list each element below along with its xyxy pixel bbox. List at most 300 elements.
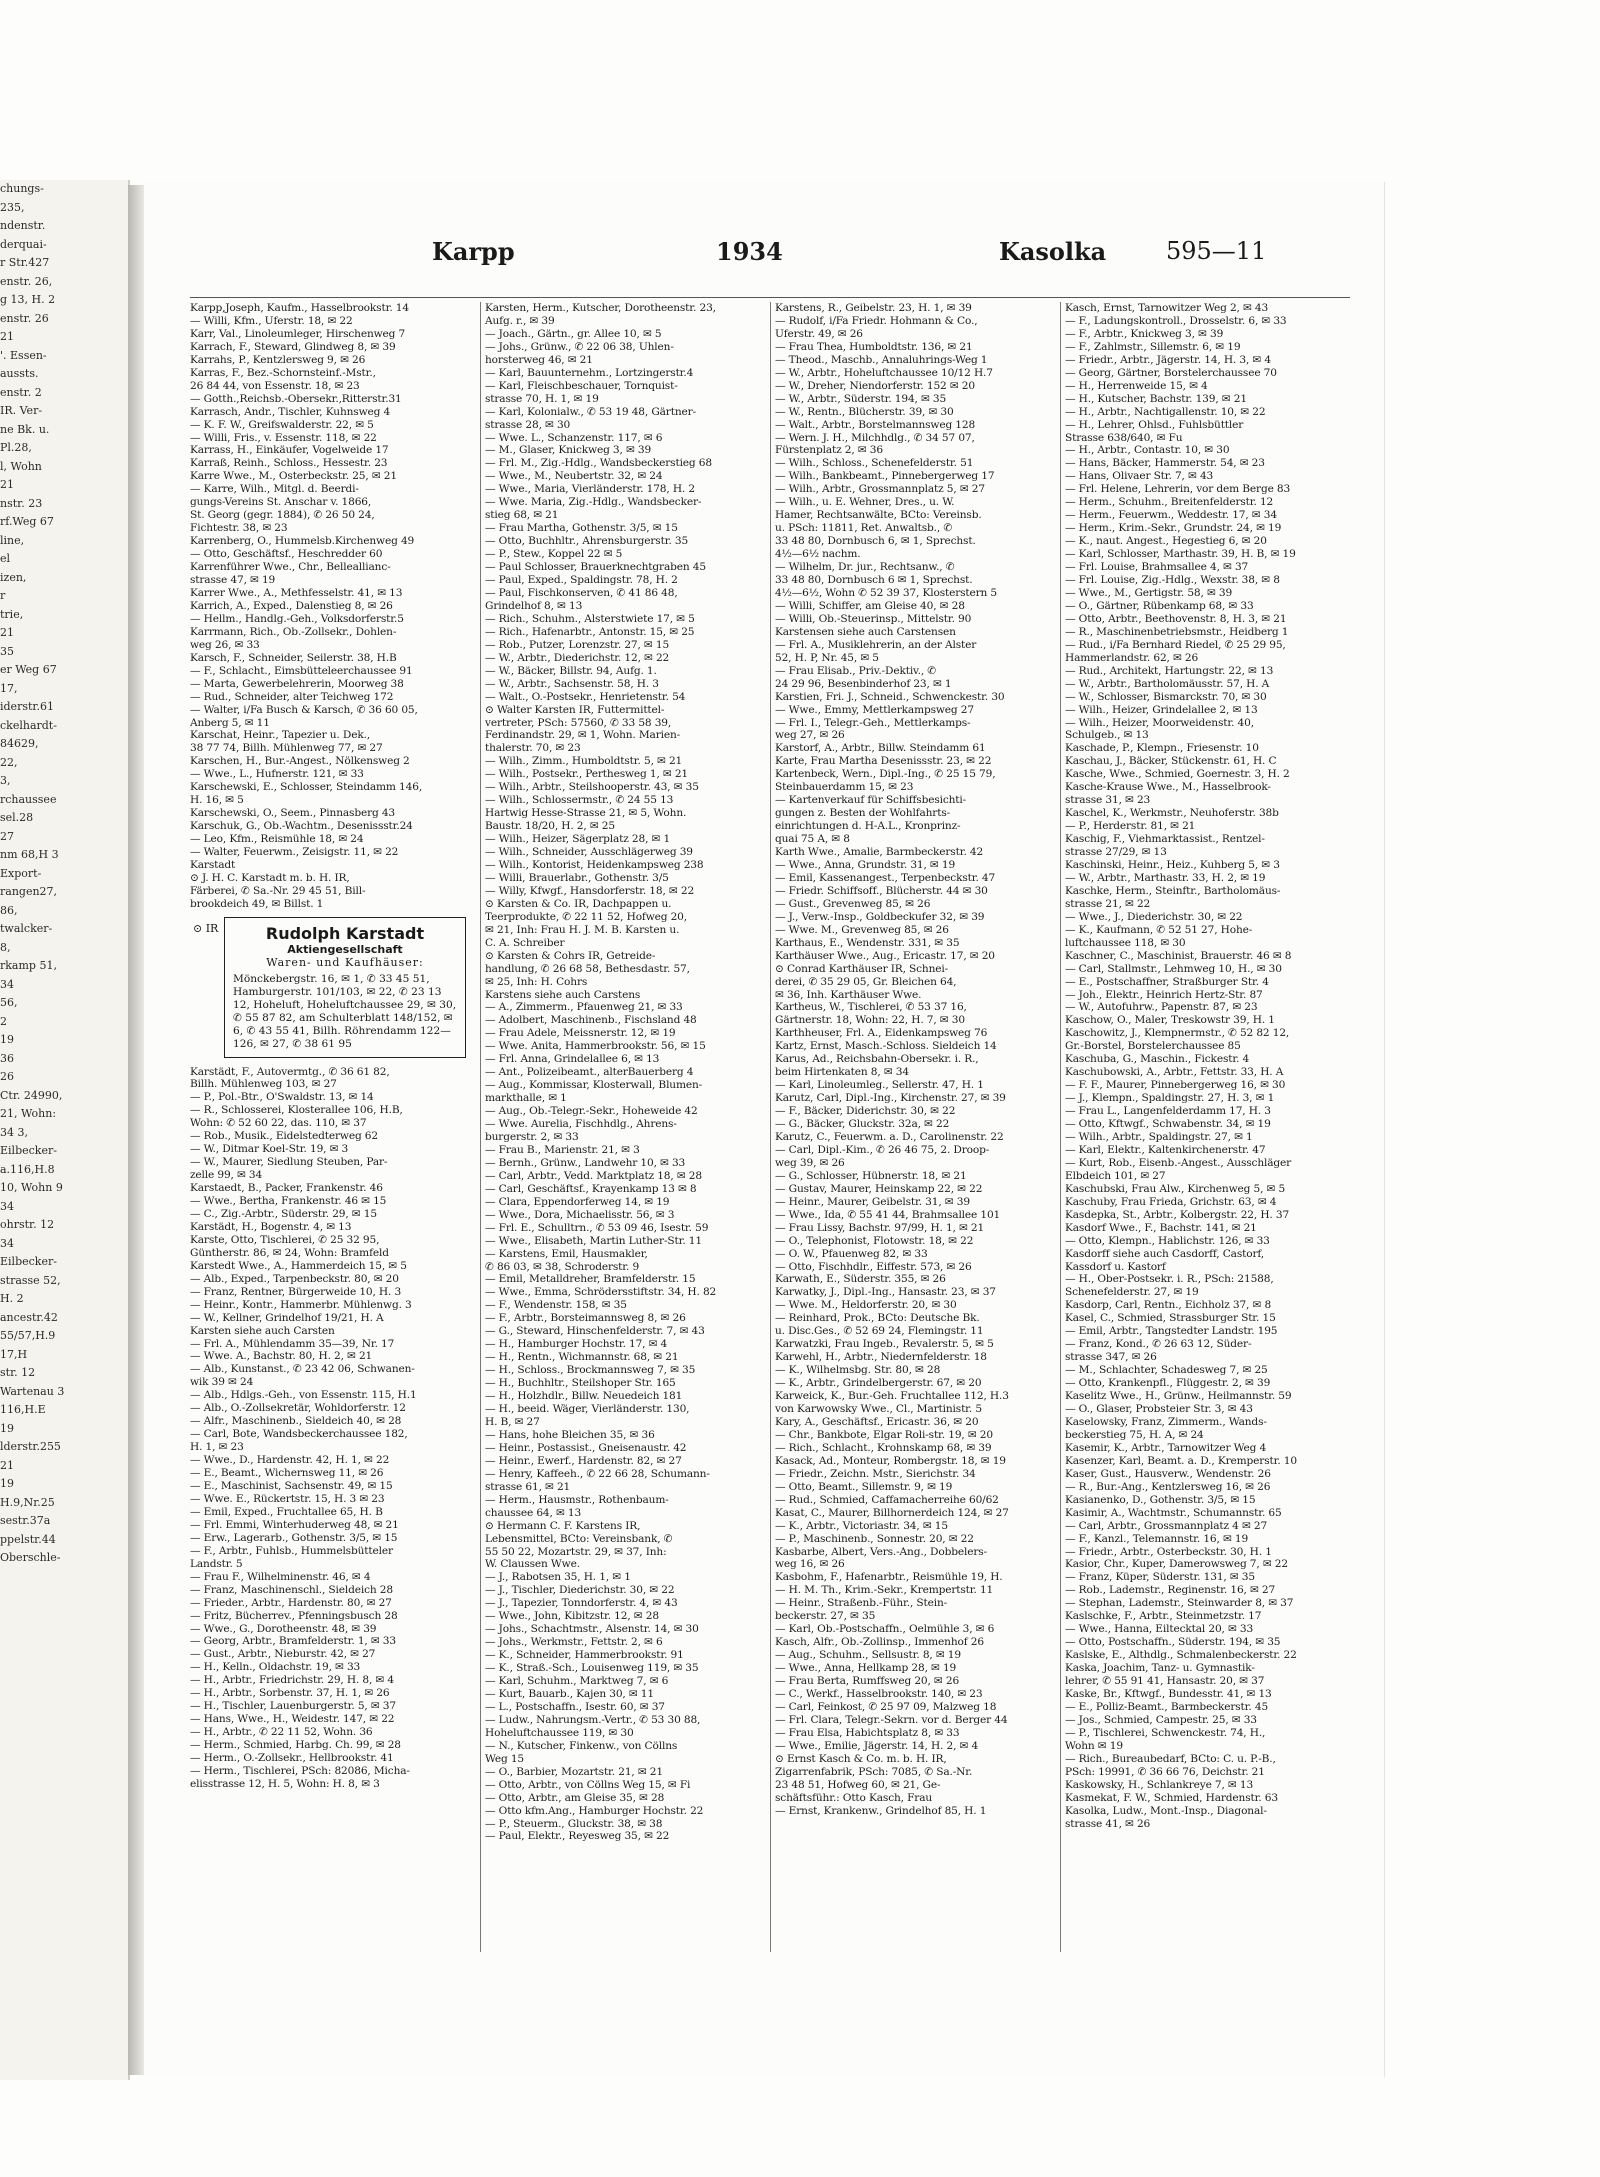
previous-page-fragment: 21, Wohn: [0, 1107, 57, 1120]
directory-entry: — Frl. A., Musiklehrerin, an der Alster [775, 638, 977, 651]
directory-entry: — Wwe. Maria, Zig.-Hdlg., Wandsbecker- [485, 496, 702, 509]
directory-entry: — Reinhard, Prok., BCto: Deutsche Bk. [775, 1312, 980, 1325]
directory-entry: — Paul, Exped., Spaldingstr. 78, H. 2 [485, 574, 678, 587]
directory-entry: — H., Herrenweide 15, ✉ 4 [1065, 379, 1208, 392]
previous-page-fragment: sestr.37a [0, 1514, 51, 1527]
directory-entry: — Wwe. Anita, Hammerbrookstr. 56, ✉ 15 [485, 1040, 706, 1053]
directory-entry: H. B, ✉ 27 [485, 1415, 540, 1428]
directory-entry: Karste, Otto, Tischlerei, ✆ 25 32 95, [190, 1233, 380, 1246]
directory-entry: Gärtnerstr. 18, Wohn: 22, H. 7, ✉ 30 [775, 1014, 965, 1027]
directory-entry: — Wwe., John, Kibitzstr. 12, ✉ 28 [485, 1610, 659, 1623]
previous-page-fragment: Pl.28, [0, 441, 32, 454]
directory-entry: ⊙ Walter Karsten IR, Futtermittel- [485, 703, 665, 716]
directory-entry: — H., Tischler, Lauenburgerstr. 5, ✉ 37 [190, 1700, 396, 1713]
previous-page-fragment: 19 [0, 1421, 14, 1435]
previous-page-fragment: 35 [0, 644, 14, 658]
directory-entry: — Franz, Kond., ✆ 26 63 12, Süder- [1065, 1338, 1252, 1351]
directory-entry: — Carl, Stallmstr., Lehmweg 10, H., ✉ 30 [1065, 962, 1282, 975]
book-gutter [128, 185, 144, 2075]
directory-entry: — Aug., Kommissar, Klosterwall, Blumen- [485, 1079, 703, 1092]
directory-entry: Färberei, ✆ Sa.-Nr. 29 45 51, Bill- [190, 884, 366, 897]
directory-entry: Karschuk, G., Ob.-Wachtm., Desenissstr.24 [190, 820, 413, 833]
directory-entry: strasse 70, H. 1, ✉ 19 [485, 392, 599, 405]
directory-entry: Karschen, H., Bur.-Angest., Nölkensweg 2 [190, 755, 410, 768]
directory-entry: Karras, F., Bez.-Schornsteinf.-Mstr., [190, 366, 376, 379]
directory-entry: — Karstens, Emil, Hausmakler, [485, 1247, 648, 1260]
previous-page-fragments [0, 180, 128, 1568]
directory-entry: ✉ 36, Inh. Karthäuser Wwe. [775, 988, 922, 1001]
directory-entry: strasse 61, ✉ 21 [485, 1480, 571, 1493]
directory-entry: — F., Arbtr., Borsteimannsweg 8, ✉ 26 [485, 1312, 686, 1325]
directory-entry: — Wwe., J., Diederichstr. 30, ✉ 22 [1065, 910, 1243, 923]
directory-columns [190, 297, 1350, 1958]
column-3 [770, 302, 1059, 1952]
directory-entry: Wohn ✉ 19 [1065, 1739, 1123, 1752]
directory-entry: — Wilh., Schloss., Schenefelderstr. 51 [775, 457, 974, 470]
directory-entry: — Willi, Fris., v. Essenstr. 118, ✉ 22 [190, 431, 377, 444]
directory-entry: elisstrasse 12, H. 5, Wohn: H. 8, ✉ 3 [190, 1777, 380, 1790]
directory-entry: — W., Dreher, Niendorferstr. 152 ✉ 20 [775, 379, 975, 392]
directory-entry: Karstien, Fri. J., Schneid., Schwenckestr. 30 [775, 690, 1005, 703]
previous-page-fragment: rchaussee [0, 792, 57, 806]
directory-entry: lehrer, ✆ 55 91 41, Hansastr. 20, ✉ 37 [1065, 1675, 1265, 1688]
directory-entry: Kaselowsky, Franz, Zimmerm., Wands- [1065, 1415, 1267, 1428]
directory-entry: wik 39 ✉ 24 [190, 1376, 254, 1389]
directory-entry: — Frl. M., Zig.-Hdlg., Wandsbeckerstieg 68 [485, 457, 712, 470]
previous-page-fragment: strasse 52, [0, 1273, 61, 1287]
directory-entry: 26 84 44, von Essenstr. 18, ✉ 23 [190, 379, 360, 392]
previous-page-fragment: Eilbecker- [0, 1255, 57, 1268]
previous-page-fragment: r Str.427 [0, 256, 50, 269]
directory-entry: — O., Gärtner, Rübenkamp 68, ✉ 33 [1065, 599, 1254, 612]
directory-entry: — Friedr., Arbtr., Osterbeckstr. 30, H. 1 [1065, 1545, 1272, 1558]
directory-entry: Lebensmittel, BCto: Vereinsbank, ✆ [485, 1532, 673, 1545]
directory-entry: 23 48 51, Hofweg 60, ✉ 21, Ge- [775, 1778, 941, 1791]
directory-entry: — K., Straß.-Sch., Louisenweg 119, ✉ 35 [485, 1662, 699, 1675]
directory-entry: — Frl. E., Schulltrn., ✆ 53 09 46, Isestr. 59 [485, 1221, 709, 1234]
previous-page-fragment: Export- [0, 866, 42, 880]
directory-entry: Kassdorf u. Kastorf [1065, 1260, 1166, 1273]
directory-entry: — Karl, Kolonialw., ✆ 53 19 48, Gärtner- [485, 405, 696, 418]
directory-entry: Karschewski, O., Seem., Pinnasberg 43 [190, 807, 396, 820]
directory-entry: 4½—6½, Wohn ✆ 52 39 37, Klosterstern 5 [775, 586, 998, 599]
previous-page-fragment: 17, [0, 681, 18, 695]
previous-page-fragment: chungs- [0, 182, 44, 195]
directory-entry: — Herm., Schmied, Harbg. Ch. 99, ✉ 28 [190, 1739, 401, 1752]
directory-entry: Karweick, K., Bur.-Geh. Fruchtallee 112, H.3 [775, 1390, 1009, 1403]
directory-entry: — Walter, i/Fa Busch & Karsch, ✆ 36 60 05, [190, 703, 418, 716]
directory-entry: — K., Arbtr., Grindelbergerstr. 67, ✉ 20 [775, 1377, 982, 1390]
directory-entry: Wohn: ✆ 52 60 22, das. 110, ✉ 37 [190, 1117, 367, 1130]
directory-entry: — Wwe., Anna, Grundstr. 31, ✉ 19 [775, 858, 956, 871]
directory-entry: Kasdorf Wwe., F., Bachstr. 141, ✉ 21 [1065, 1221, 1257, 1234]
directory-entry: — Paul, Elektr., Reyesweg 35, ✉ 22 [485, 1830, 670, 1843]
directory-entry: — Wwe. L., Schanzenstr. 117, ✉ 6 [485, 431, 663, 444]
directory-entry: — Wwe., Maria, Vierländerstr. 178, H. 2 [485, 483, 695, 496]
directory-entry: Kasolka, Ludw., Mont.-Insp., Diagonal- [1065, 1804, 1267, 1817]
directory-entry: — W., Arbtr., Sachsenstr. 58, H. 3 [485, 677, 659, 690]
directory-entry: Karr, Val., Linoleumleger, Hirschenweg 7 [190, 327, 406, 340]
directory-entry: Kaschade, P., Klempn., Friesenstr. 10 [1065, 742, 1259, 755]
directory-entry: — Frau L., Langenfelderdamm 17, H. 3 [1065, 1105, 1271, 1118]
directory-entry: — F., Ladungskontroll., Drosselstr. 6, ✉ 33 [1065, 314, 1287, 327]
directory-entry: — Frau Elsa, Habichtsplatz 8, ✉ 33 [775, 1726, 960, 1739]
directory-entry: Karth Wwe., Amalie, Barmbeckerstr. 42 [775, 846, 984, 859]
directory-entry: — Rob., Lademstr., Reginenstr. 16, ✉ 27 [1065, 1584, 1276, 1597]
directory-entry: — Karl, Elektr., Kaltenkirchenerstr. 47 [1065, 1143, 1266, 1156]
directory-entry: Karstädt, H., Bogenstr. 4, ✉ 13 [190, 1220, 352, 1233]
directory-entry: strasse 28, ✉ 30 [485, 418, 571, 431]
directory-entry: — Hellm., Handlg.-Geh., Volksdorferstr.5 [190, 612, 404, 625]
directory-entry: — Georg, Gärtner, Borstelerchaussee 70 [1065, 366, 1277, 379]
directory-entry: — Clara, Eppendorferweg 14, ✉ 19 [485, 1195, 670, 1208]
directory-entry: Karthheuser, Frl. A., Eidenkampsweg 76 [775, 1027, 988, 1040]
ad-tagline: Waren- und Kaufhäuser: [266, 955, 424, 969]
directory-entry: Kaska, Joachim, Tanz- u. Gymnastik- [1065, 1662, 1255, 1675]
previous-page-fragment: H. 2 [0, 1292, 24, 1305]
directory-entry: Kasat, C., Maurer, Billhornerdeich 124, ✉ 27 [775, 1506, 1009, 1519]
ad-heading: Rudolph Karstadt [265, 923, 425, 943]
column-1 [190, 302, 474, 1952]
directory-entry: — G., Steward, Hinschenfelderstr. 7, ✉ 43 [485, 1325, 705, 1338]
directory-entry: — Hans, Wwe., H., Weidestr. 147, ✉ 22 [190, 1713, 395, 1726]
directory-entry: Hammerlandstr. 62, ✉ 26 [1065, 651, 1199, 664]
directory-entry: — Wwe., Elisabeth, Martin Luther-Str. 11 [485, 1234, 702, 1247]
directory-entry: Karpp,Joseph, Kaufm., Hasselbrookstr. 14 [190, 302, 409, 314]
directory-entry: — P., Maschinenb., Sonnestr. 20, ✉ 22 [775, 1532, 974, 1545]
directory-entry: strasse 47, ✉ 19 [190, 574, 276, 587]
directory-entry: — W., Maurer, Siedlung Steuben, Par- [190, 1156, 388, 1169]
directory-entry: — O., Glaser, Probsteier Str. 3, ✉ 43 [1065, 1403, 1253, 1416]
directory-entry: — W., Arbtr., Bartholomäusstr. 57, H. A [1065, 677, 1270, 690]
running-head [144, 237, 1384, 269]
directory-entry: — Friedr., Arbtr., Jägerstr. 14, H. 3, ✉ 4 [1065, 353, 1271, 366]
previous-page-fragment: 21 [0, 330, 14, 343]
directory-entry: — M., Glaser, Knickweg 3, ✉ 39 [485, 444, 652, 457]
previous-page-fragment: IR. Ver- [0, 404, 43, 417]
previous-page-fragment: r [0, 589, 6, 602]
directory-entry: — Wern. J. H., Milchhdlg., ✆ 34 57 07, [775, 431, 975, 444]
previous-page-fragment: 21 [0, 1458, 14, 1472]
directory-entry: burgerstr. 2, ✉ 33 [485, 1131, 579, 1143]
previous-page-fragment: 19 [0, 1033, 14, 1046]
directory-entry: — Frl. I., Telegr.-Geh., Mettlerkamps- [775, 716, 971, 729]
directory-entry: PSch: 19991, ✆ 36 66 76, Deichstr. 21 [1065, 1765, 1265, 1778]
directory-entry: — Franz, Küper, Süderstr. 131, ✉ 35 [1065, 1571, 1255, 1584]
directory-entry: ✆ 86 03, ✉ 38, Schroderstr. 9 [485, 1260, 640, 1273]
directory-entry: Schenefelderstr. 27, ✉ 19 [1065, 1286, 1199, 1299]
directory-entry: — Karre, Wilh., Mitgl. d. Beerdi- [190, 483, 359, 496]
directory-entry: — Wwe., Emmy, Mettlerkampsweg 27 [775, 703, 974, 716]
directory-entry: Kasmekat, F. W., Schmied, Hardenstr. 63 [1065, 1791, 1278, 1804]
previous-page-fragment: a.116,H.8 [0, 1162, 55, 1176]
directory-entry: — Herm., Hausmstr., Rothenbaum- [485, 1493, 669, 1506]
directory-entry: Kaslske, E., Althdlg., Schmalenbeckerstr. 22 [1065, 1649, 1297, 1662]
directory-page [144, 182, 1385, 2077]
directory-entry: Kasche, Wwe., Schmied, Goernestr. 3, H. 2 [1065, 768, 1290, 781]
directory-entry: — Aug., Schuhm., Sellsustr. 8, ✉ 19 [775, 1649, 961, 1662]
directory-entry: — Carl, Arbtr., Grossmannplatz 4 ✉ 27 [1065, 1519, 1268, 1532]
previous-page-fragment: g 13, H. 2 [0, 293, 56, 306]
directory-entry: markthalle, ✉ 1 [485, 1092, 567, 1105]
directory-entry: derei, ✆ 35 29 05, Gr. Bleichen 64, [775, 975, 957, 988]
directory-entry: — Herm., O.-Zollsekr., Hellbrookstr. 41 [190, 1752, 394, 1765]
directory-entry: — Willi, Ob.-Steuerinsp., Mittelstr. 90 [775, 612, 972, 625]
previous-page-fragment: 10, Wohn 9 [0, 1181, 63, 1194]
previous-page-fragment: 34 [0, 1236, 14, 1250]
directory-entry: — C., Zig.-Arbtr., Süderstr. 29, ✉ 15 [190, 1208, 377, 1220]
directory-entry: Kasack, Ad., Monteur, Rombergstr. 18, ✉ 19 [775, 1454, 1006, 1467]
directory-entry: — Ernst, Krankenw., Grindelhof 85, H. 1 [775, 1804, 987, 1817]
directory-entry: Kary, A., Geschäftsf., Ericastr. 36, ✉ 20 [775, 1415, 979, 1428]
directory-entry: — Walter, Feuerwm., Zeisigstr. 11, ✉ 22 [190, 846, 399, 859]
directory-entry: Karstensen siehe auch Carstensen [775, 625, 956, 638]
directory-entry: Kartenbeck, Wern., Dipl.-Ing., ✆ 25 15 79, [775, 768, 996, 781]
directory-entry: — Frau Martha, Gothenstr. 3/5, ✉ 15 [485, 522, 678, 535]
previous-page-fragment: aussts. [0, 367, 39, 380]
directory-entry: strasse 31, ✉ 23 [1065, 794, 1151, 807]
directory-entry: Kasenzer, Karl, Beamt. a. D., Kremperstr. 10 [1065, 1454, 1297, 1467]
directory-entry: — Johs., Schachtmstr., Alsenstr. 14, ✉ 30 [485, 1623, 699, 1636]
directory-entry: Kaschig, F., Viehmarktassist., Rentzel- [1065, 833, 1265, 846]
directory-entry: — Bernh., Grünw., Landwehr 10, ✉ 33 [485, 1156, 686, 1169]
previous-page-fragment: derquai- [0, 237, 47, 251]
previous-page-fragment: rangen27, [0, 885, 58, 898]
directory-entry: — Johs., Grünw., ✆ 22 06 38, Uhlen- [485, 340, 674, 353]
directory-entry: — E., Maschinist, Sachsenstr. 49, ✉ 15 [190, 1480, 393, 1493]
directory-entry: Karwath, E., Süderstr. 355, ✉ 26 [775, 1273, 946, 1286]
directory-entry: — Otto, Beamt., Sillemstr. 9, ✉ 19 [775, 1480, 953, 1493]
directory-entry: — Wwe., Bertha, Frankenstr. 46 ✉ 15 [190, 1195, 387, 1208]
previous-page-fragment: str. 12 [0, 1366, 36, 1379]
directory-entry: — Rich., Schlacht., Krohnskamp 68, ✉ 39 [775, 1441, 992, 1454]
directory-entry: ✉ 25, Inh: H. Cohrs [485, 975, 588, 988]
directory-entry: Baustr. 18/20, H. 2, ✉ 25 [485, 820, 615, 833]
directory-entry: — Wwe., D., Hardenstr. 42, H. 1, ✉ 22 [190, 1454, 390, 1467]
directory-entry: Karstens siehe auch Carstens [485, 988, 641, 1001]
directory-entry: — Wilh., Zimm., Humboldtstr. 5, ✉ 21 [485, 755, 683, 768]
directory-entry: — Stephan, Lademstr., Steinwarder 8, ✉ 37 [1065, 1597, 1294, 1610]
directory-entry: schäftsführ.: Otto Kasch, Frau [775, 1791, 933, 1804]
previous-page-fragment: ne Bk. u. [0, 422, 50, 436]
directory-entry: — Carl, Arbtr., Vedd. Marktplatz 18, ✉ 28 [485, 1169, 702, 1182]
directory-entry: — Frl. Anna, Grindelallee 6, ✉ 13 [485, 1053, 660, 1066]
directory-entry: — E., Postschaffner, Straßburger Str. 4 [1065, 975, 1269, 988]
directory-entry: Karrich, A., Exped., Dalenstieg 8, ✉ 26 [190, 599, 393, 612]
directory-entry: Karraß, Reinh., Schloss., Hessestr. 23 [190, 457, 388, 470]
directory-entry: — Wilh., Postsekr., Perthesweg 1, ✉ 21 [485, 768, 689, 781]
directory-entry: — W., Kellner, Grindelhof 19/21, H. A [190, 1311, 384, 1324]
directory-entry: Karstedt Wwe., A., Hammerdeich 15, ✉ 5 [190, 1259, 407, 1272]
directory-entry: — H., Kelln., Oldachstr. 19, ✉ 33 [190, 1661, 361, 1674]
directory-entry: — Heinr., Kontr., Hammerbr. Mühlenwg. 3 [190, 1298, 412, 1311]
directory-entry: — Friedr. Schiffsoff., Blücherstr. 44 ✉ 30 [775, 884, 988, 897]
directory-entry: — O. W., Pfauenweg 82, ✉ 33 [775, 1247, 928, 1260]
directory-entry: Karrasch, Andr., Tischler, Kuhnsweg 4 [190, 405, 391, 418]
directory-entry: — Herm., Schuhm., Breitenfelderstr. 12 [1065, 496, 1274, 509]
directory-entry: — Karl, Schuhm., Marktweg 7, ✉ 6 [485, 1675, 669, 1688]
directory-entry: — J., Verw.-Insp., Goldbeckufer 32, ✉ 39 [775, 910, 985, 923]
directory-entry: — Rich., Hafenarbtr., Antonstr. 15, ✉ 25 [485, 625, 695, 638]
directory-entry: ⊙ Ernst Kasch & Co. m. b. H. IR, [775, 1752, 947, 1765]
directory-entry: — N., Kutscher, Finkenw., von Cöllns [485, 1739, 678, 1752]
column-2 [480, 302, 769, 1952]
directory-entry: Kasch, Ernst, Tarnowitzer Weg 2, ✉ 43 [1065, 302, 1269, 314]
previous-page-fragment: 36 [0, 1051, 14, 1065]
directory-entry: — Paul, Fischkonserven, ✆ 41 86 48, [485, 586, 678, 599]
directory-entry: — F., Arbtr., Fuhlsb., Hummelsbütteler [190, 1544, 393, 1557]
directory-entry: Kasimir, A., Wachtmstr., Schumannstr. 65 [1065, 1506, 1282, 1519]
ad-mark: ⊙ IR [193, 921, 219, 935]
directory-entry: — Frau Berta, Rumffsweg 20, ✉ 26 [775, 1675, 960, 1688]
directory-entry: — H., Arbtr., Nachtigallenstr. 10, ✉ 22 [1065, 405, 1266, 418]
previous-page-fragment: '. Essen- [0, 348, 47, 362]
directory-entry: Karrmann, Rich., Ob.-Zollsekr., Dohlen- [190, 625, 397, 638]
directory-entry: Güntherstr. 86, ✉ 24, Wohn: Bramfeld [190, 1246, 389, 1259]
directory-entry: — Heinr., Maurer, Geibelstr. 31, ✉ 39 [775, 1195, 970, 1208]
directory-entry: thalerstr. 70, ✉ 23 [485, 742, 581, 755]
directory-entry: Karrenführer Wwe., Chr., Belleallianc- [190, 561, 391, 574]
directory-entry: 33 48 80, Dornbusch 6, ✉ 1, Sprechst. [775, 535, 976, 548]
directory-entry: — Wilh., Arbtr., Spaldingstr. 27, ✉ 1 [1065, 1131, 1253, 1143]
directory-entry: Karsten siehe auch Carsten [190, 1324, 335, 1337]
directory-entry: — P., Pol.-Btr., O'Swaldstr. 13, ✉ 14 [190, 1091, 374, 1104]
directory-entry: — Wwe. A., Bachstr. 80, H. 2, ✉ 21 [190, 1350, 373, 1363]
directory-entry: stieg 68, ✉ 21 [485, 509, 559, 522]
directory-entry: — Wwe., M., Neubertstr. 32, ✉ 24 [485, 470, 663, 483]
directory-entry: — Frl. Clara, Telegr.-Sekrn. vor d. Berger 44 [775, 1713, 1008, 1726]
previous-page-fragment: Wartenau 3 [0, 1384, 65, 1398]
directory-entry: — Aug., Ob.-Telegr.-Sekr., Hoheweide 42 [485, 1105, 698, 1118]
previous-page-fragment: iderstr.61 [0, 700, 54, 713]
previous-page-fragment: 8, [0, 940, 11, 954]
directory-entry: — J., Klempn., Spaldingstr. 27, H. 3, ✉ 1 [1065, 1092, 1275, 1105]
previous-page-fragment: er Weg 67 [0, 663, 57, 676]
previous-page-fragment: Oberschle- [0, 1551, 61, 1564]
directory-entry: — F., Wendenstr. 158, ✉ 35 [485, 1299, 627, 1312]
directory-entry: — Wwe. Aurelia, Fischhdlg., Ahrens- [485, 1118, 677, 1131]
column-1-entries-bottom [190, 1066, 474, 1791]
directory-entry: — Willi, Kfm., Uferstr. 18, ✉ 22 [190, 314, 353, 327]
directory-entry: beckerstr. 27, ✉ 35 [775, 1610, 876, 1623]
directory-entry: Karschewski, E., Schlosser, Steindamm 146, [190, 781, 423, 794]
directory-entry: — Otto, Krankenpfl., Flüggestr. 2, ✉ 39 [1065, 1377, 1271, 1390]
directory-entry: — F., Kanzl., Telemannstr. 16, ✉ 19 [1065, 1532, 1249, 1545]
directory-entry: — Kartenverkauf für Schiffsbesichti- [775, 794, 967, 807]
directory-entry: — H., Arbtr., Sorbenstr. 37, H. 1, ✉ 26 [190, 1687, 390, 1700]
directory-entry: — Gust., Grevenweg 85, ✉ 26 [775, 897, 931, 910]
directory-entry: — Frau Thea, Humboldtstr. 136, ✉ 21 [775, 340, 973, 353]
directory-entry: 24 29 96, Besenbinderhof 23, ✉ 1 [775, 677, 952, 690]
directory-entry: — Gotth.,Reichsb.-Obersekr.,Ritterstr.31 [190, 392, 402, 405]
previous-page-fragment: el [0, 552, 11, 565]
directory-entry: — Otto kfm.Ang., Hamburger Hochstr. 22 [485, 1804, 704, 1817]
directory-entry: — A., Zimmerm., Pfauenweg 21, ✉ 33 [485, 1001, 683, 1014]
directory-entry: — Wilh., Arbtr., Grossmannplatz 5, ✉ 27 [775, 483, 985, 496]
directory-entry: — Rich., Bureaubedarf, BCto: C. u. P.-B., [1065, 1752, 1276, 1765]
directory-entry: — Joach., Gärtn., gr. Allee 10, ✉ 5 [485, 327, 662, 340]
directory-entry: — W., Rentn., Blücherstr. 39, ✉ 30 [775, 405, 954, 418]
previous-page-fragment: ancestr.42 [0, 1310, 58, 1324]
directory-entry: — Carl, Geschäftsf., Krayenkamp 13 ✉ 8 [485, 1182, 697, 1195]
directory-entry: — Wilh., u. E. Wehner, Dres., u. W. [775, 496, 955, 509]
directory-entry: — Franz, Rentner, Bürgerweide 10, H. 3 [190, 1285, 402, 1298]
directory-entry: ⊙ Karsten & Cohrs IR, Getreide- [485, 949, 656, 962]
directory-entry: — P., Stew., Koppel 22 ✉ 5 [485, 548, 623, 561]
directory-entry: Karrass, H., Einkäufer, Vogelweide 17 [190, 444, 389, 457]
running-head-right: Kasolka [999, 237, 1107, 266]
directory-entry: — W., Schlosser, Bismarckstr. 70, ✉ 30 [1065, 690, 1267, 703]
previous-page-fragment: 2 [0, 1014, 7, 1028]
directory-entry: — Alb., Exped., Tarpenbeckstr. 80, ✉ 20 [190, 1272, 399, 1285]
previous-page-fragment: 56, [0, 996, 18, 1009]
directory-entry: — Friedr., Zeichn. Mstr., Sierichstr. 34 [775, 1467, 976, 1480]
page-number: 595—11 [1166, 237, 1267, 265]
previous-page-fragment: H.9,Nr.25 [0, 1495, 55, 1509]
directory-entry: Karstädt, F., Autovermtg., ✆ 36 61 82, [190, 1065, 390, 1078]
directory-entry: — H., Arbtr., ✆ 22 11 52, Wohn. 36 [190, 1726, 373, 1739]
directory-entry: Kasdorp, Carl, Rentn., Eichholz 37, ✉ 8 [1065, 1299, 1272, 1312]
directory-entry: — Georg, Arbtr., Bramfelderstr. 1, ✉ 33 [190, 1635, 396, 1648]
directory-entry: ⊙ J. H. C. Karstadt m. b. H. IR, [190, 871, 350, 884]
previous-page-fragment: 34 [0, 977, 14, 991]
directory-entry: — K., Kaufmann, ✆ 52 51 27, Hohe- [1065, 923, 1253, 936]
directory-entry: — J., Rabotsen 35, H. 1, ✉ 1 [485, 1571, 631, 1584]
running-head-year: 1934 [716, 237, 783, 266]
directory-entry: — Alfr., Maschinenb., Sieldeich 40, ✉ 28 [190, 1415, 402, 1428]
directory-entry: — C., Werkf., Hasselbrookstr. 140, ✉ 23 [775, 1687, 983, 1700]
directory-entry: Kaschau, J., Bäcker, Stückenstr. 61, H. C [1065, 755, 1277, 768]
directory-entry: — Wwe. E., Rückertstr. 15, H. 3 ✉ 23 [190, 1492, 385, 1505]
directory-entry: — Frl. A., Mühlendamm 35—39, Nr. 17 [190, 1337, 395, 1350]
directory-entry: Fichtestr. 38, ✉ 23 [190, 522, 288, 535]
karstadt-advertisement [193, 917, 466, 1058]
directory-entry: — Paul Schlosser, Brauerknechtgraben 45 [485, 561, 706, 574]
directory-entry: Kasemir, K., Arbtr., Tarnowitzer Weg 4 [1065, 1441, 1267, 1454]
directory-entry: — Wilh., Kontorist, Heidenkampsweg 238 [485, 858, 704, 871]
directory-entry: Kartheus, W., Tischlerei, ✆ 53 37 16, [775, 1001, 967, 1014]
directory-entry: ⊙ Hermann C. F. Karstens IR, [485, 1519, 641, 1532]
previous-page-fragment: ppelstr.44 [0, 1532, 56, 1546]
directory-entry: weg 27, ✉ 26 [775, 729, 845, 742]
directory-entry: beim Hirtenkaten 8, ✉ 34 [775, 1066, 909, 1079]
directory-entry: Hamer, Rechtsanwälte, BCto: Vereinsb. [775, 509, 982, 522]
directory-entry: — Walt., O.-Postsekr., Henrietenstr. 54 [485, 690, 686, 703]
directory-entry: — Wwe., Emilie, Jägerstr. 14, H. 2, ✉ 4 [775, 1739, 979, 1752]
directory-entry: Kasior, Chr., Kuper, Damerowsweg 7, ✉ 22 [1065, 1558, 1288, 1571]
directory-entry: u. PSch: 11811, Ret. Anwaltsb., ✆ [775, 522, 953, 535]
directory-entry: handlung, ✆ 26 68 58, Bethesdastr. 57, [485, 962, 690, 975]
directory-entry: — H., Kutscher, Bachstr. 139, ✉ 21 [1065, 392, 1247, 405]
previous-page-fragment: 86, [0, 903, 18, 917]
directory-entry: — Franz, Maschinenschl., Sieldeich 28 [190, 1583, 393, 1596]
directory-entry: 38 77 74, Billh. Mühlenweg 77, ✉ 27 [190, 742, 383, 755]
directory-entry: zelle 99, ✉ 34 [190, 1169, 263, 1182]
directory-entry: — Wwe., L., Hufnerstr. 121, ✉ 33 [190, 768, 364, 781]
directory-entry: — E., Polliz-Beamt., Barmbeckerstr. 45 [1065, 1700, 1269, 1713]
directory-entry: — Frl. Louise, Brahmsallee 4, ✉ 37 [1065, 561, 1249, 574]
previous-page-fragment: 55/57,H.9 [0, 1329, 56, 1342]
directory-entry: Kaschinski, Heinr., Heiz., Kuhberg 5, ✉ 3 [1065, 858, 1280, 871]
running-head-left: Karpp [432, 237, 515, 266]
ad-body: Mönckebergstr. 16, ✉ 1, ✆ 33 45 51, Hamburgerstr. 101/103, ✉ 22, ✆ 23 13 12, Hoheluft, Hoheluftchaussee 29, ✉ 30, ✆ 55 87 82, am Schulterblatt 148/152, ✉ 6, ✆ 43 55 41, Billh. Röhrendamm 122—126, ✉ 27, ✆ 38 61 95 [233, 972, 457, 1050]
directory-entry: C. A. Schreiber [485, 936, 565, 949]
directory-entry: — H., Schloss., Brockmannsweg 7, ✉ 35 [485, 1364, 696, 1377]
directory-entry: — P., Steuerm., Gluckstr. 38, ✉ 38 [485, 1817, 663, 1830]
previous-page-fragment: 116,H.E [0, 1403, 46, 1416]
directory-entry: — Adolbert, Maschinenb., Fischsland 48 [485, 1014, 697, 1027]
directory-entry: — Carl, Dipl.-Kim., ✆ 26 46 75, 2. Droop- [775, 1143, 990, 1156]
